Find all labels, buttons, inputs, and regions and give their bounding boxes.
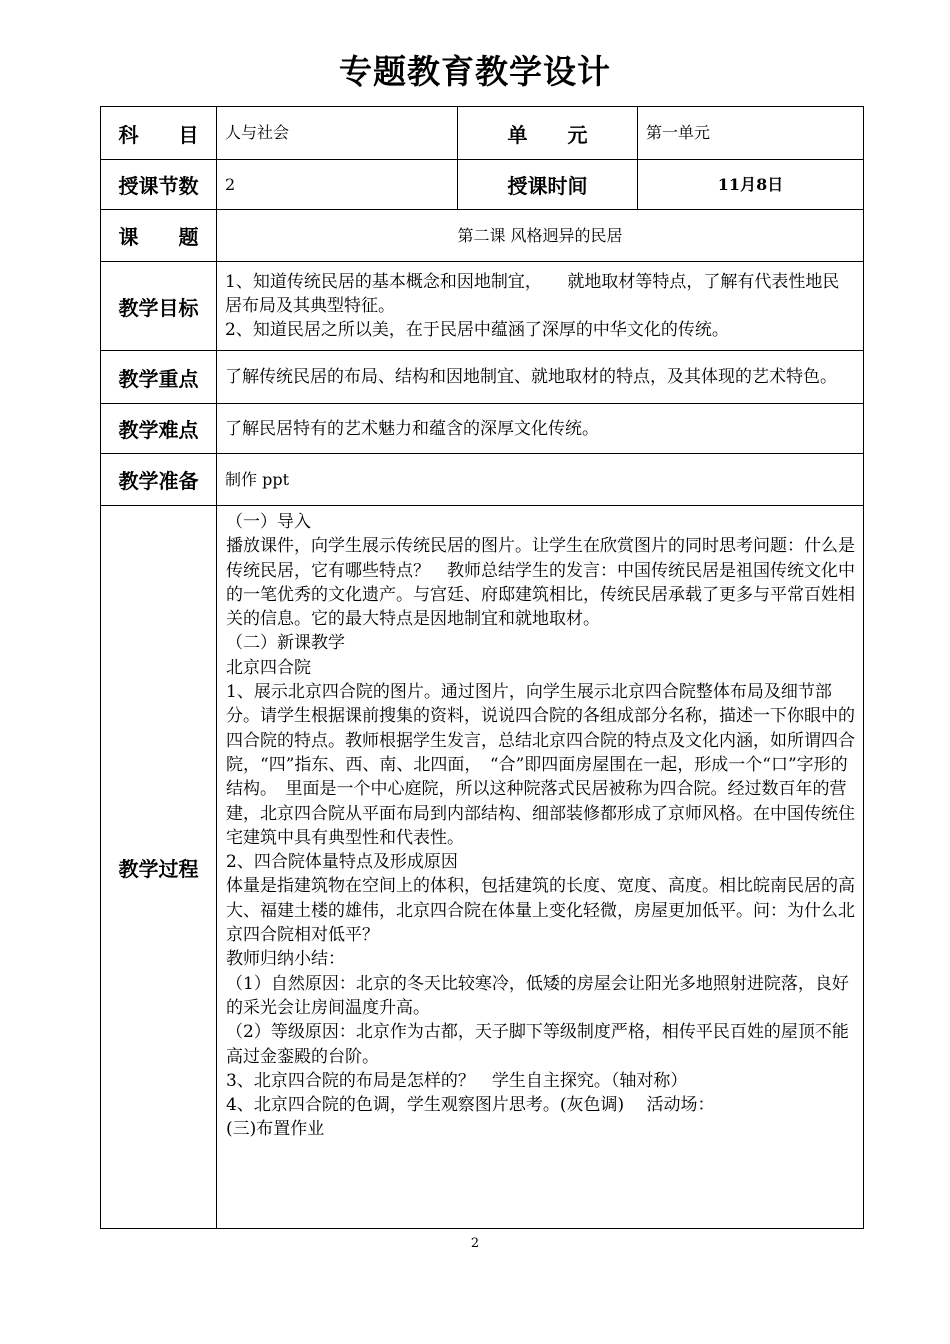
process-paragraph: （2）等级原因：北京作为古都，天子脚下等级制度严格，相传平民百姓的屋顶不能高过金銮殿的台阶。 xyxy=(226,1022,849,1067)
time-label: 授课时间 xyxy=(458,160,638,210)
topic-row xyxy=(101,210,864,262)
process-label: 教学过程 xyxy=(101,506,217,1229)
subject-value: 人与社会 xyxy=(217,107,458,160)
process-paragraph: 北京四合院 xyxy=(226,657,311,678)
key-points-text: 了解传统民居的布局、结构和因地制宜、就地取材的特点，及其体现的艺术特色。 xyxy=(225,367,837,387)
process-paragraph: 体量是指建筑物在空间上的体积，包括建筑的长度、宽度、高度。相比皖南民居的高大、福建土楼的雄伟，北京四合院在体量上变化轻微，房屋更加低平。问：为什么北京四合院相对低平？ xyxy=(226,876,855,946)
key-points-label: 教学重点 xyxy=(101,351,217,404)
process-paragraph: 1、展示北京四合院的图片。通过图片，向学生展示北京四合院整体布局及细节部分。请学生根据课前搜集的资料，说说四合院的各组成部分名称，描述一下你眼中的四合院的特点。教师根据学生发言，总结北京四合院的特点及文化内涵，如所谓四合院，“四”指东、西、南、北四面， “合”即四面房屋围在一起，形成一个“口”字形的结构。 里面是一个中心庭院，所以这种院落式民居被称为四合院。经过数百年的营建，北京四合院从平面布局到内部结构、细部装修都形成了京师风格。在中国传统住宅建筑中具有典型性和代表性。 xyxy=(226,682,855,848)
lesson-plan-table xyxy=(100,106,864,1229)
preparation-text: 制作 ppt xyxy=(217,454,864,506)
preparation-row xyxy=(101,454,864,506)
difficulties-text: 了解民居特有的艺术魅力和蕴含的深厚文化传统。 xyxy=(217,404,864,454)
process-paragraph: （1）自然原因：北京的冬天比较寒冷，低矮的房屋会让阳光多地照射进院落，良好的采光会让房间温度升高。 xyxy=(226,973,849,1018)
process-paragraph: （一）导入 xyxy=(226,512,311,532)
process-paragraph: 2、四合院体量特点及形成原因 xyxy=(226,852,458,873)
lessons-label: 授课节数 xyxy=(101,160,217,210)
preparation-label: 教学准备 xyxy=(101,454,217,506)
lessons-value: 2 xyxy=(217,160,458,210)
process-paragraph: （二）新课教学 xyxy=(226,633,345,654)
key-points-content xyxy=(217,351,864,404)
goals-label: 教学目标 xyxy=(101,262,217,351)
subject-row xyxy=(101,107,864,160)
time-value: 11月8日 xyxy=(638,160,864,210)
subject-label: 科 目 xyxy=(101,107,217,160)
topic-value: 第二课 风格迥异的民居 xyxy=(217,210,864,262)
process-paragraph: 4、北京四合院的色调，学生观察图片思考。(灰色调) 活动场： xyxy=(226,1095,715,1116)
difficulties-row xyxy=(101,404,864,454)
process-row xyxy=(101,506,864,1229)
document-title: 专题教育教学设计 xyxy=(339,52,611,91)
process-paragraph: 播放课件，向学生展示传统民居的图片。让学生在欣赏图片的同时思考问题：什么是传统民居，它有哪些特点？ 教师总结学生的发言：中国传统民居是祖国传统文化中的一笔优秀的文化遗产。与宫廷、府邸建筑相比，传统民居承载了更多与平常百姓相关的信息。它的最大特点是因地制宜和就地取材。 xyxy=(226,536,855,630)
process-content xyxy=(217,506,864,1229)
unit-value: 第一单元 xyxy=(638,107,864,160)
lessons-row xyxy=(101,160,864,210)
process-paragraph: 3、北京四合院的布局是怎样的？ 学生自主探究。（轴对称） xyxy=(226,1070,688,1091)
goal-line-1: 1、知道传统民居的基本概念和因地制宜， 就地取材等特点，了解有代表性地民居布局及其典型特征。 xyxy=(225,272,840,316)
topic-label: 课 题 xyxy=(101,210,217,262)
page-number: 2 xyxy=(470,1236,480,1251)
goal-line-2: 2、知道民居之所以美，在于民居中蕴涵了深厚的中华文化的传统。 xyxy=(225,320,729,340)
unit-label: 单 元 xyxy=(458,107,638,160)
goals-content xyxy=(217,262,864,351)
process-paragraph: (三)布置作业 xyxy=(226,1119,325,1140)
process-paragraph: 教师归纳小结： xyxy=(226,949,345,970)
difficulties-label: 教学难点 xyxy=(101,404,217,454)
goals-row xyxy=(101,262,864,351)
key-points-row xyxy=(101,351,864,404)
